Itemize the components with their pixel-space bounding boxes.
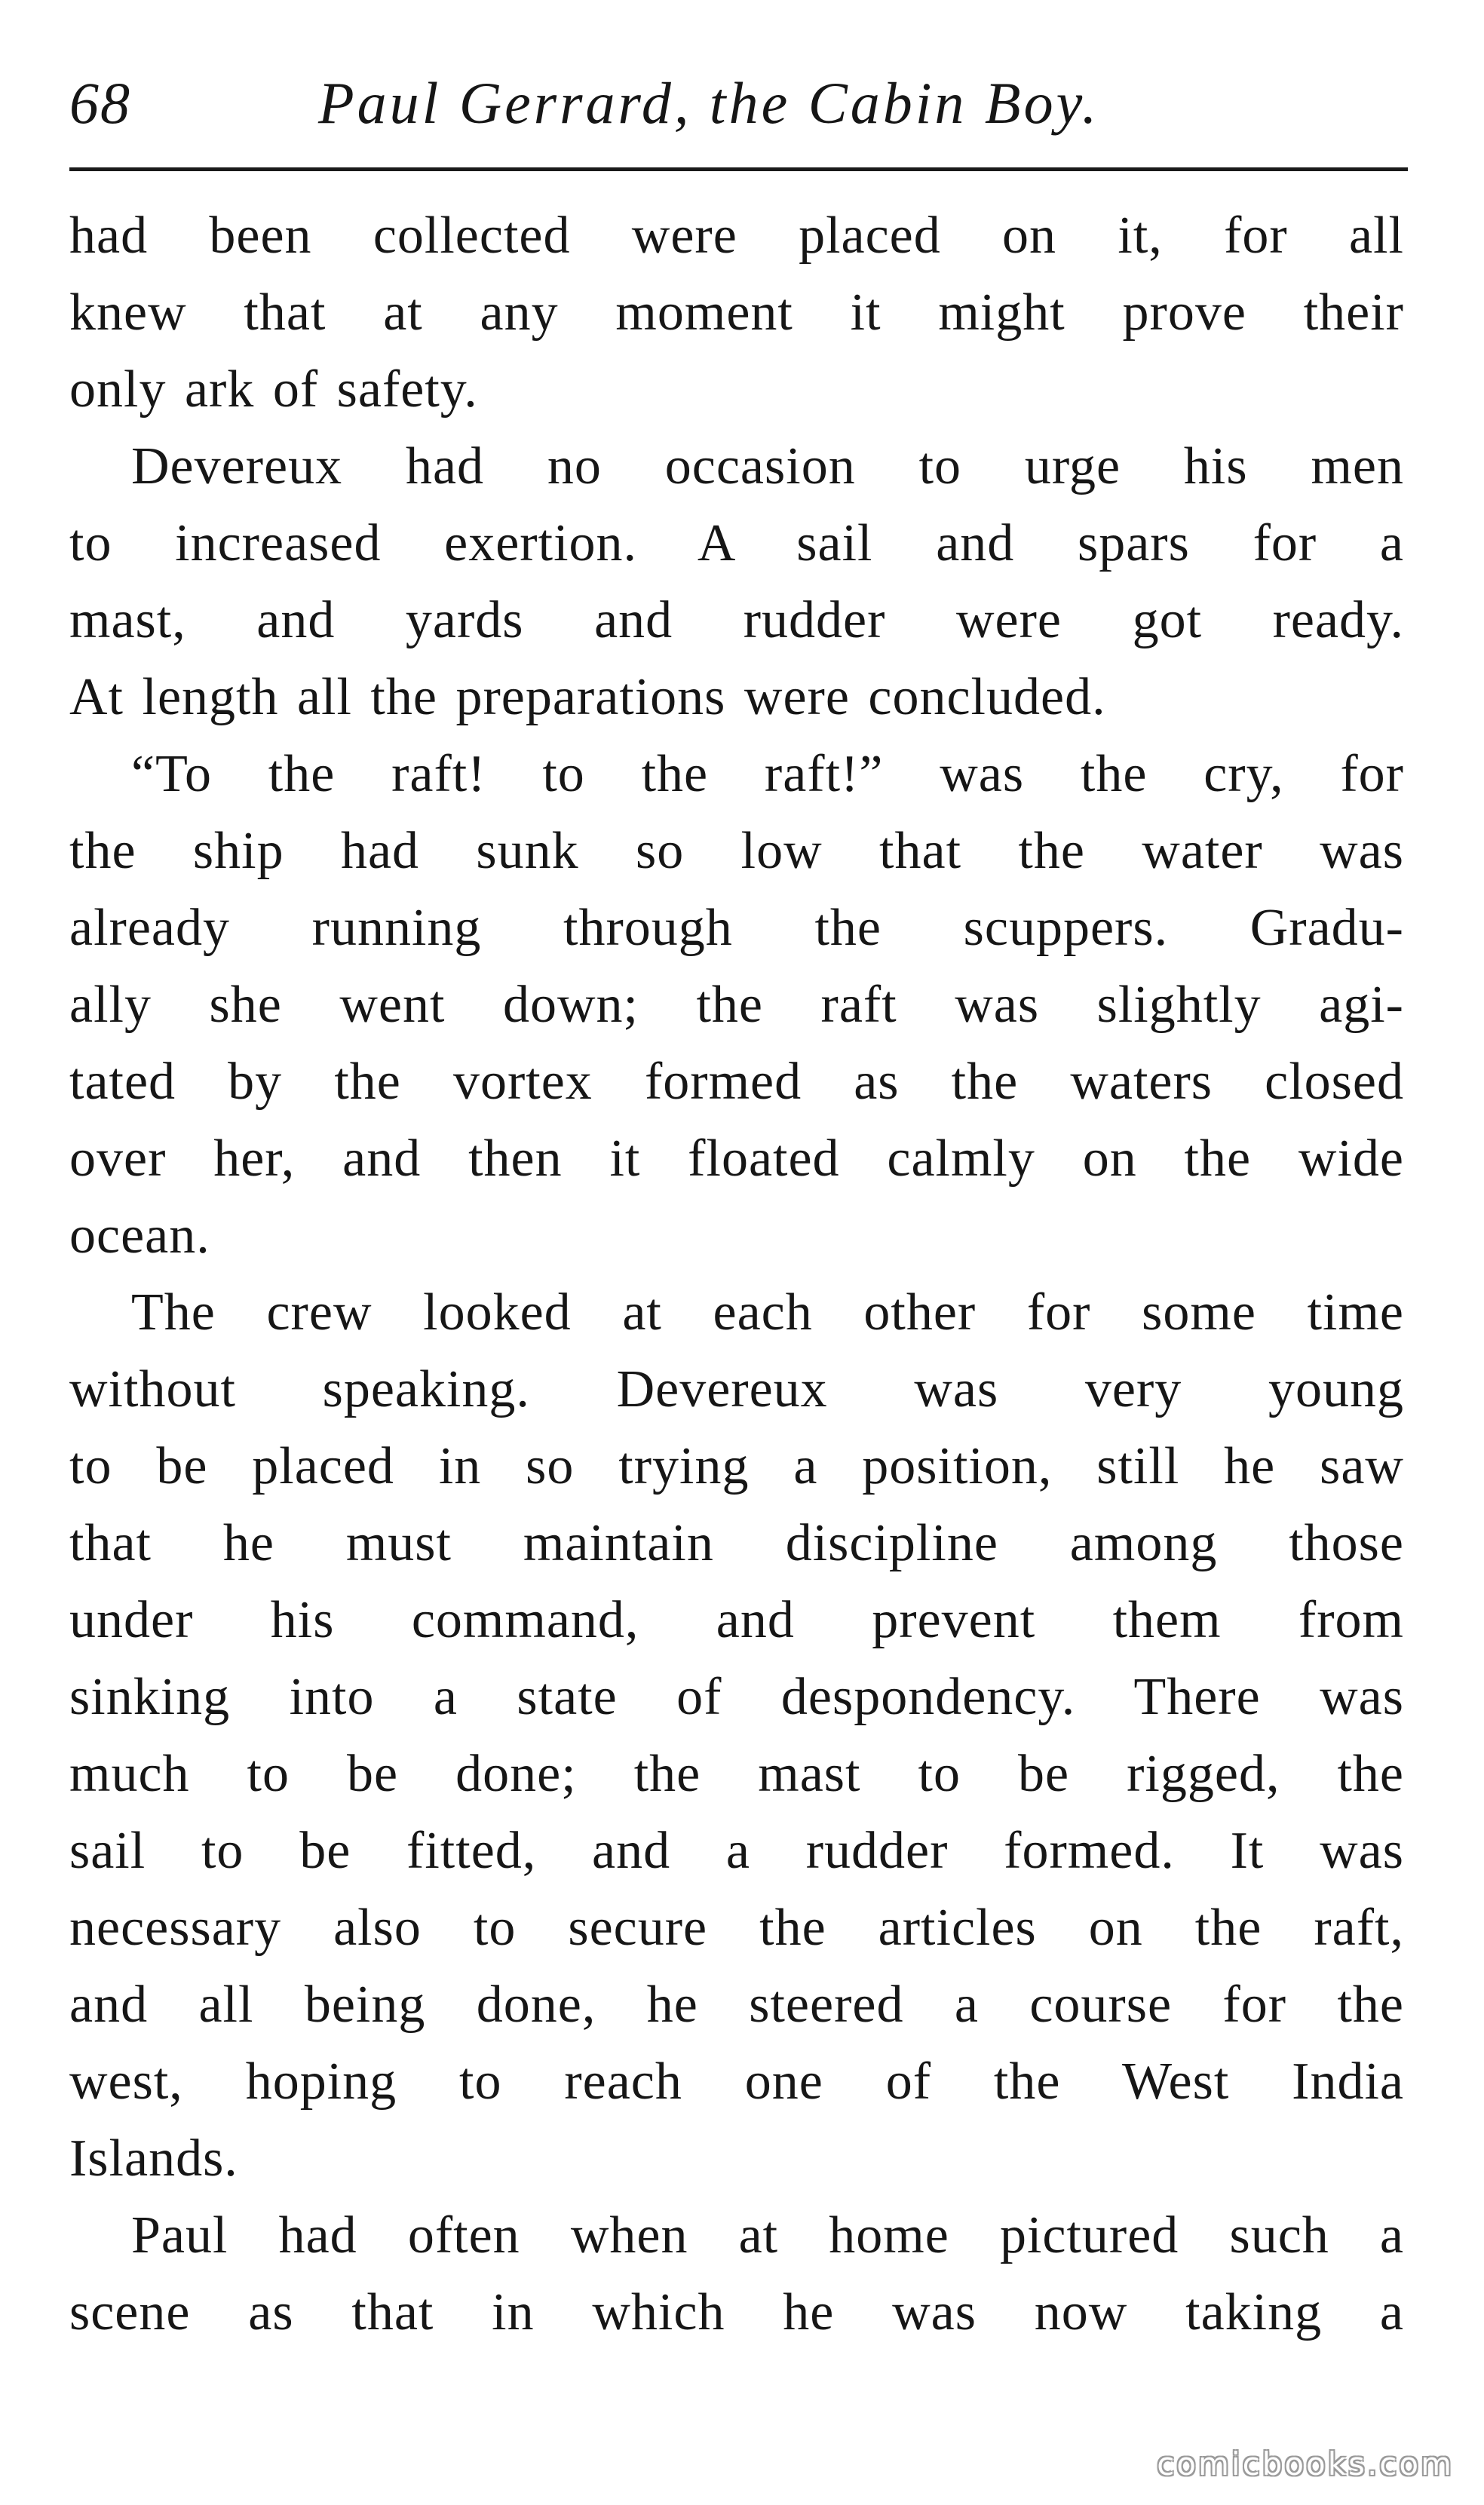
text-line: only ark of safety.: [69, 360, 478, 419]
text-line: much to be done; the mast to be rigged, the: [69, 1745, 1404, 1803]
text-line: tated by the vortex formed as the waters closed: [69, 1053, 1404, 1111]
page-number: 68: [69, 70, 131, 136]
page-header: [69, 62, 1404, 152]
text-line: necessary also to secure the articles on the raft,: [69, 1899, 1404, 1957]
text-line: sinking into a state of despondency. There was: [69, 1668, 1404, 1726]
text-line: Devereux had no occasion to urge his men: [131, 437, 1404, 495]
text-line: sail to be fitted, and a rudder formed. It was: [69, 1822, 1404, 1880]
text-line: mast, and yards and rudder were got ready.: [69, 591, 1404, 649]
text-line: Islands.: [69, 2129, 238, 2188]
header-rule: [69, 167, 1408, 171]
text-line: “To the raft! to the raft!” was the cry, for: [131, 745, 1404, 803]
paragraph: [69, 428, 1404, 736]
text-line: west, hoping to reach one of the West India: [69, 2053, 1404, 2111]
paragraph: [69, 736, 1404, 1274]
text-line: The crew looked at each other for some time: [131, 1283, 1404, 1341]
text-line: had been collected were placed on it, for all: [69, 207, 1404, 265]
text-line: At length all the preparations were concluded.: [69, 668, 1106, 726]
text-line: scene as that in which he was now taking a: [69, 2283, 1404, 2341]
paragraph: [69, 198, 1404, 428]
text-line: ocean.: [69, 1207, 210, 1265]
text-line: under his command, and prevent them from: [69, 1591, 1404, 1649]
running-title: Paul Gerrard, the Cabin Boy.: [318, 70, 1100, 136]
text-line: over her, and then it floated calmly on the wide: [69, 1130, 1404, 1188]
text-line: Paul had often when at home pictured such a: [131, 2206, 1404, 2264]
text-line: without speaking. Devereux was very young: [69, 1360, 1404, 1418]
text-line: ally she went down; the raft was slightly agi-: [69, 976, 1404, 1034]
paragraph: [69, 2197, 1404, 2351]
text-line: that he must maintain discipline among those: [69, 1514, 1404, 1572]
watermark-logo: comicbooks.com: [1157, 2445, 1454, 2482]
text-line: to be placed in so trying a position, still he saw: [69, 1437, 1404, 1495]
paragraph: [69, 1274, 1404, 2197]
text-line: knew that at any moment it might prove their: [69, 284, 1404, 342]
text-line: to increased exertion. A sail and spars for a: [69, 514, 1404, 572]
body-text: [69, 198, 1404, 2351]
text-line: already running through the scuppers. Gradu-: [69, 899, 1404, 957]
text-line: and all being done, he steered a course for the: [69, 1976, 1404, 2034]
text-line: the ship had sunk so low that the water was: [69, 822, 1404, 880]
